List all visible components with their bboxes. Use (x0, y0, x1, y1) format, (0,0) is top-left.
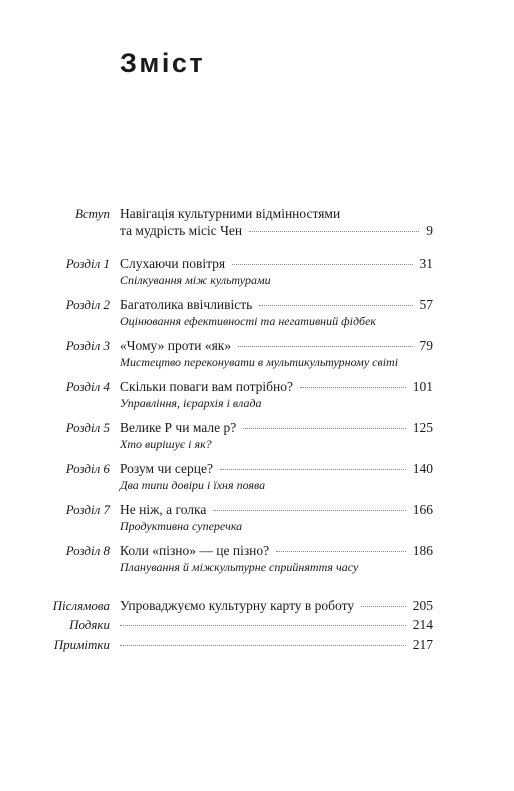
entry-label: Розділ 3 (65, 338, 110, 353)
entry-label: Розділ 5 (65, 420, 110, 435)
toc-entry-notes[interactable] (0, 636, 514, 653)
entry-main (120, 636, 433, 653)
entry-title: Упроваджуємо культурну карту в роботу (120, 598, 355, 613)
toc-entry-chapter-3[interactable] (0, 337, 514, 354)
entry-subtitle: Продуктивна суперечка (120, 519, 243, 533)
entry-title-line2: та мудрість місіс Чен (120, 223, 243, 238)
toc-entry-chapter-8[interactable] (0, 542, 514, 559)
toc-entry-acknowledgements[interactable] (0, 616, 514, 633)
page-number: 31 (419, 256, 433, 271)
entry-main (120, 255, 433, 272)
entry-main (120, 296, 433, 313)
entry-title: Багатолика ввічливість (120, 297, 253, 312)
dot-leader (213, 509, 405, 511)
entry-title: Скільки поваги вам потрібно? (120, 379, 293, 394)
dot-leader (120, 644, 406, 646)
entry-subtitle: Два типи довіри і їхня поява (120, 478, 266, 492)
toc-entry-chapter-1[interactable] (0, 255, 514, 272)
toc-entry-chapter-7[interactable] (0, 501, 514, 518)
dot-leader (220, 468, 406, 470)
toc-entry-intro-line2[interactable] (0, 222, 514, 239)
entry-subtitle: Хто вирішує і як? (120, 437, 212, 451)
entry-title: Не ніж, а голка (120, 502, 207, 517)
dot-leader (120, 624, 406, 626)
toc-entry-chapter-2[interactable] (0, 296, 514, 313)
entry-label: Розділ 4 (65, 379, 110, 394)
entry-title: Велике Р чи мале р? (120, 420, 237, 435)
entry-label: Розділ 8 (65, 543, 110, 558)
entry-label: Примітки (53, 637, 110, 652)
page-number: 9 (426, 223, 433, 238)
entry-label: Вступ (74, 206, 110, 221)
entry-label: Розділ 1 (65, 256, 110, 271)
entry-main (120, 597, 433, 614)
dot-leader (249, 230, 419, 232)
toc-entry-chapter-5[interactable] (0, 419, 514, 436)
entry-main (120, 542, 433, 559)
page-number: 140 (412, 461, 433, 476)
entry-main (120, 337, 433, 354)
toc-entry-chapter-6[interactable] (0, 460, 514, 477)
page-title: Зміст (120, 48, 206, 78)
dot-leader (276, 550, 406, 552)
entry-subtitle: Спілкування між культурами (120, 273, 271, 287)
dot-leader (232, 263, 412, 265)
entry-main (120, 222, 433, 239)
page-number: 214 (412, 617, 433, 632)
entry-subtitle: Планування й міжкультурне сприйняття часу (120, 560, 359, 574)
entry-main (120, 460, 433, 477)
entry-title: Коли «пізно» — це пізно? (120, 543, 270, 558)
entry-subtitle: Оцінювання ефективності та негативний фідбек (120, 314, 377, 328)
dot-leader (259, 304, 412, 306)
entry-main (120, 501, 433, 518)
toc-entry-intro[interactable] (0, 205, 514, 222)
entry-title: Розум чи серце? (120, 461, 213, 476)
entry-main (120, 616, 433, 633)
entry-subtitle: Управління, ієрархія і влада (120, 396, 262, 410)
page-number: 101 (412, 379, 433, 394)
dot-leader (361, 605, 406, 607)
page-number: 205 (412, 598, 433, 613)
entry-label: Розділ 7 (65, 502, 110, 517)
dot-leader (238, 345, 412, 347)
toc-entry-afterword[interactable] (0, 597, 514, 614)
page-number: 186 (412, 543, 433, 558)
entry-main (120, 419, 433, 436)
entry-label: Розділ 6 (65, 461, 110, 476)
page-number: 166 (412, 502, 433, 517)
page-number: 79 (419, 338, 433, 353)
entry-subtitle: Мистецтво переконувати в мультикультурному світі (120, 355, 399, 369)
entry-label: Подяки (69, 617, 110, 632)
entry-title: Слухаючи повітря (120, 256, 226, 271)
page-number: 57 (419, 297, 433, 312)
entry-title-line1: Навігація культурними відмінностями (120, 206, 341, 221)
toc-entry-chapter-4[interactable] (0, 378, 514, 395)
entry-label: Розділ 2 (65, 297, 110, 312)
page-number: 125 (412, 420, 433, 435)
dot-leader (300, 386, 406, 388)
page-number: 217 (412, 637, 433, 652)
dot-leader (243, 427, 406, 429)
entry-title: «Чому» проти «як» (120, 338, 232, 353)
entry-main (120, 378, 433, 395)
entry-label: Післямова (52, 598, 110, 613)
